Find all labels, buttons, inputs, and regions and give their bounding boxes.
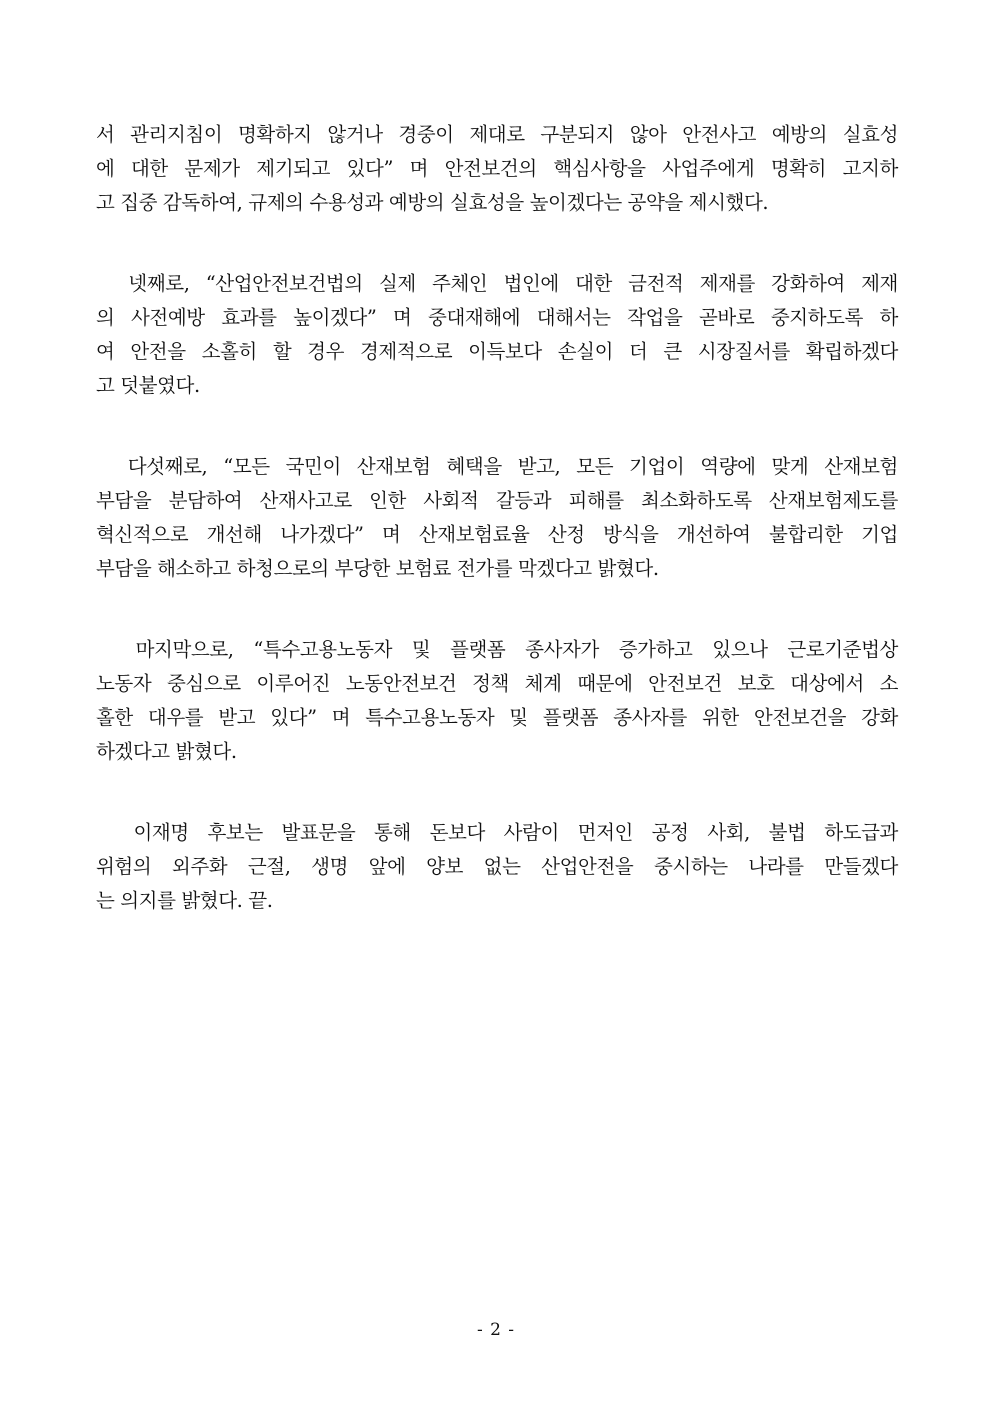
text-line: 서 관리지침이 명확하지 않거나 경중이 제대로 구분되지 않아 안전사고 예방의 실효성 [96, 123, 898, 146]
paragraph-3 [96, 450, 898, 586]
text-line: 다섯째로, “모든 국민이 산재보험 혜택을 받고, 모든 기업이 역량에 맞게 산재보험 [96, 455, 898, 478]
text-line: 위험의 외주화 근절, 생명 앞에 양보 없는 산업안전을 중시하는 나라를 만들겠다 [96, 855, 898, 878]
text-line: 부담을 해소하고 하청으로의 부당한 보험료 전가를 막겠다고 밝혔다. [96, 557, 659, 580]
paragraph-4 [96, 633, 898, 769]
page-number: - 2 - [476, 1320, 516, 1340]
text-line: 고 집중 감독하여, 규제의 수용성과 예방의 실효성을 높이겠다는 공약을 제시했다. [96, 191, 769, 214]
text-line: 홀한 대우를 받고 있다” 며 특수고용노동자 및 플랫폼 종사자를 위한 안전보건을 강화 [96, 706, 898, 729]
text-line: 부담을 분담하여 산재사고로 인한 사회적 갈등과 피해를 최소화하도록 산재보험제도를 [96, 489, 898, 512]
text-line: 에 대한 문제가 제기되고 있다” 며 안전보건의 핵심사항을 사업주에게 명확히 고지하 [96, 157, 898, 180]
text-line: 고 덧붙였다. [96, 374, 200, 397]
text-line: 여 안전을 소홀히 할 경우 경제적으로 이득보다 손실이 더 큰 시장질서를 확립하겠다 [96, 340, 898, 363]
paragraph-5 [96, 816, 898, 918]
paragraph-2 [96, 267, 898, 403]
text-line: 의 사전예방 효과를 높이겠다” 며 중대재해에 대해서는 작업을 곧바로 중지하도록 하 [96, 306, 898, 329]
document-body [96, 118, 898, 965]
text-line: 는 의지를 밝혔다. 끝. [96, 889, 273, 912]
text-line: 마지막으로, “특수고용노동자 및 플랫폼 종사자가 증가하고 있으나 근로기준법상 [96, 638, 898, 661]
text-line: 넷째로, “산업안전보건법의 실제 주체인 법인에 대한 금전적 제재를 강화하여 제재 [96, 272, 898, 295]
text-line: 노동자 중심으로 이루어진 노동안전보건 정책 체계 때문에 안전보건 보호 대상에서 소 [96, 672, 898, 695]
paragraph-1 [96, 118, 898, 220]
text-line: 이재명 후보는 발표문을 통해 돈보다 사람이 먼저인 공정 사회, 불법 하도급과 [96, 821, 898, 844]
text-line: 혁신적으로 개선해 나가겠다” 며 산재보험료율 산정 방식을 개선하여 불합리한 기업 [96, 523, 898, 546]
text-line: 하겠다고 밝혔다. [96, 740, 237, 763]
